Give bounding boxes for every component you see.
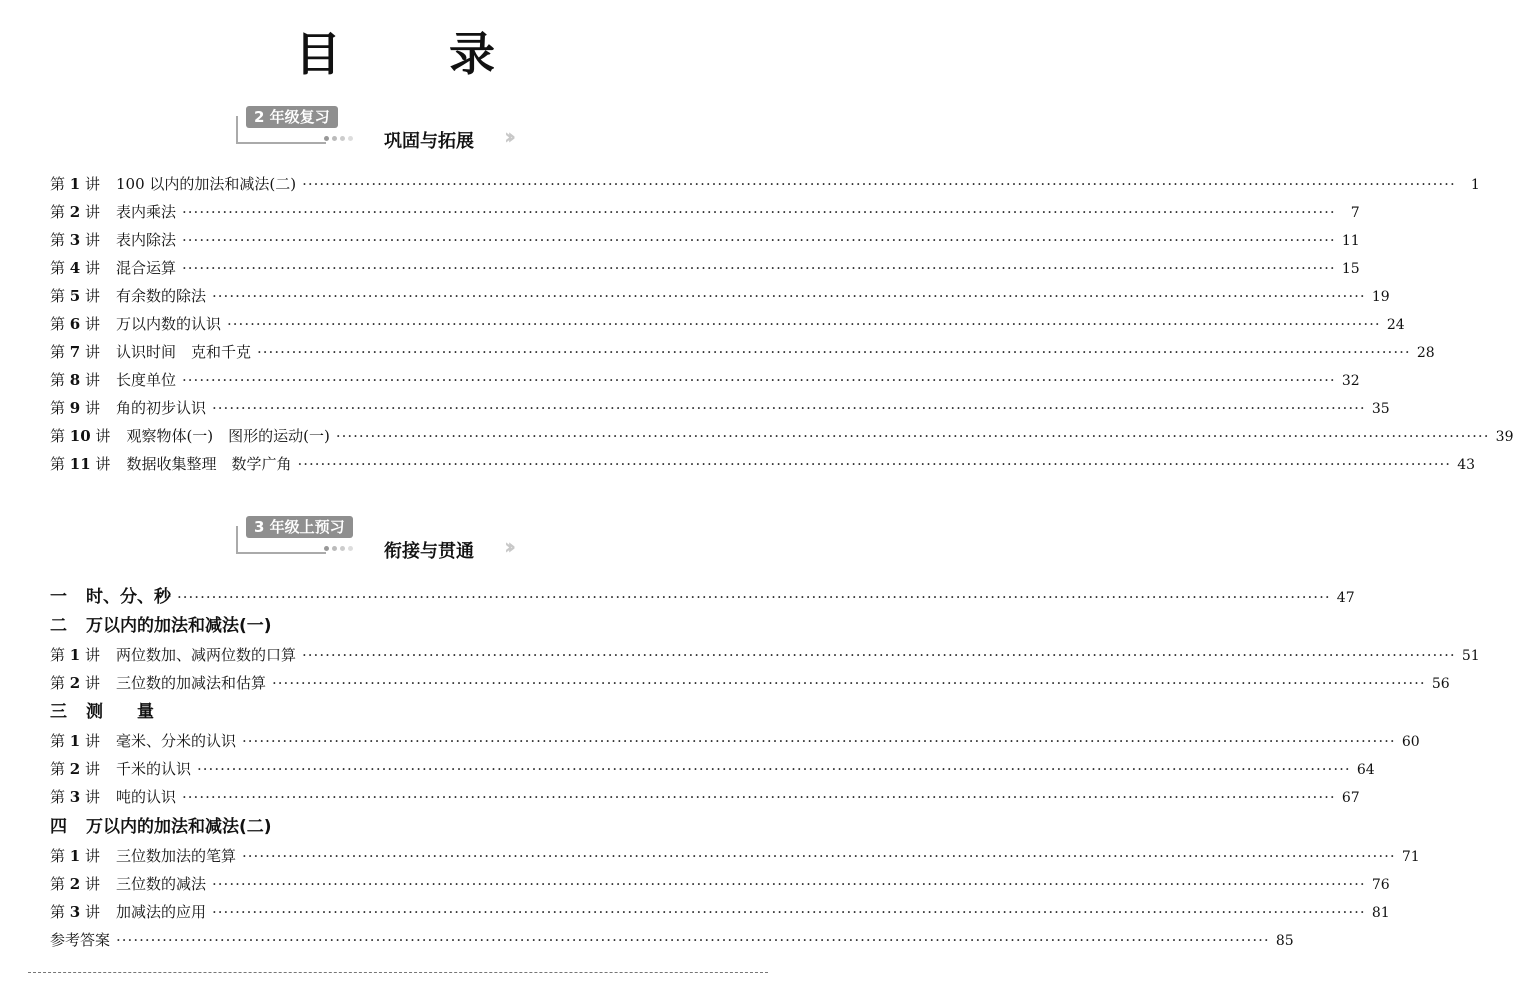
lecture-number: 第 9 讲 — [50, 399, 100, 417]
lecture-title: 有余数的除法 — [116, 287, 207, 305]
dot-leader: ········································································································································································································ — [335, 427, 1490, 445]
lecture-title: 两位数加、减两位数的口算 — [116, 646, 297, 664]
dot-leader: ········································································································································································································ — [182, 371, 1336, 389]
lecture-number: 第 1 讲 — [50, 646, 100, 664]
lecture-number: 第 1 讲 — [50, 847, 100, 865]
lecture-title: 100 以内的加法和减法(二) — [116, 175, 297, 193]
entry-title — [50, 340, 251, 364]
dot-leader: ········································································································································································································ — [242, 847, 1396, 865]
page-number: 60 — [1401, 734, 1420, 750]
page-number: 71 — [1401, 849, 1420, 865]
lecture-title: 混合运算 — [116, 259, 177, 277]
section-header — [230, 106, 550, 162]
dot-leader: ········································································································································································································ — [272, 674, 1426, 692]
chapter-number: 三 — [50, 702, 67, 722]
chapter-title: 万以内的加法和减法(二) — [86, 817, 272, 837]
page-number: 35 — [1371, 401, 1390, 417]
toc-entry[interactable] — [50, 785, 1360, 809]
lecture-title: 三位数的减法 — [116, 875, 207, 893]
entry-title — [50, 585, 171, 609]
lecture-title: 角的初步认识 — [116, 399, 207, 417]
page-number: 15 — [1341, 261, 1360, 277]
toc-entry[interactable] — [50, 452, 1476, 476]
dot-leader: ········································································································································································································ — [302, 646, 1456, 664]
dot-leader: ········································································································································································································ — [182, 231, 1336, 249]
entry-title — [50, 256, 176, 280]
dots-decoration — [324, 546, 356, 554]
lecture-title: 吨的认识 — [116, 788, 177, 806]
lecture-title: 认识时间 克和千克 — [116, 343, 252, 361]
lecture-title: 万以内数的认识 — [116, 315, 222, 333]
lecture-number: 第 7 讲 — [50, 343, 100, 361]
toc-entry[interactable] — [50, 928, 1294, 952]
dot-leader: ········································································································································································································ — [212, 399, 1366, 417]
dot-leader: ········································································································································································································ — [212, 287, 1366, 305]
page-number: 19 — [1371, 289, 1390, 305]
lecture-index: 1 — [69, 847, 81, 865]
section-subtitle: 衔接与贯通 — [384, 541, 474, 562]
dot-leader: ········································································································································································································ — [302, 175, 1456, 193]
lecture-number: 第 3 讲 — [50, 788, 100, 806]
chapter-title: 时、分、秒 — [86, 587, 171, 607]
toc-entry[interactable] — [50, 671, 1450, 695]
entry-title — [50, 200, 176, 224]
chapter-title: 万以内的加法和减法(一) — [86, 616, 272, 636]
lecture-index: 11 — [69, 455, 91, 473]
dot-leader: ········································································································································································································ — [177, 588, 1331, 606]
dot-leader: ········································································································································································································ — [257, 343, 1411, 361]
entry-title — [50, 424, 330, 448]
toc-entry[interactable] — [50, 729, 1420, 753]
entry-title — [50, 228, 176, 252]
lecture-index: 2 — [69, 674, 81, 692]
section-header — [230, 516, 550, 572]
chapter-number: 四 — [50, 817, 67, 837]
toc-entry[interactable] — [50, 312, 1405, 336]
lecture-title: 长度单位 — [116, 371, 177, 389]
entry-title — [50, 614, 272, 638]
dots-decoration — [324, 136, 356, 144]
toc-entry[interactable] — [50, 872, 1390, 896]
lecture-title: 三位数加法的笔算 — [116, 847, 237, 865]
entry-title — [50, 368, 176, 392]
dot-leader: ········································································································································································································ — [182, 259, 1336, 277]
lecture-index: 7 — [69, 343, 81, 361]
toc-entry[interactable] — [50, 368, 1360, 392]
page-number: 85 — [1275, 933, 1294, 949]
entry-title — [50, 700, 154, 724]
lecture-number: 第 1 讲 — [50, 175, 100, 193]
lecture-index: 2 — [69, 875, 81, 893]
entry-title — [50, 900, 206, 924]
lecture-index: 2 — [69, 760, 81, 778]
entry-title — [50, 671, 266, 695]
dot-leader: ········································································································································································································ — [182, 788, 1336, 806]
dot-leader: ········································································································································································································ — [227, 315, 1381, 333]
toc-entry[interactable] — [50, 900, 1390, 924]
section-subtitle: 巩固与拓展 — [384, 131, 474, 152]
entry-title — [50, 452, 291, 476]
grade-badge: 3 年级上预习 — [246, 516, 353, 538]
entry-title — [50, 396, 206, 420]
page-title: 目 录 — [294, 27, 541, 81]
page-number: 43 — [1457, 457, 1476, 473]
lecture-index: 1 — [69, 646, 81, 664]
lecture-number: 第 1 讲 — [50, 732, 100, 750]
double-chevron-icon: ›› — [504, 125, 511, 150]
lecture-index: 9 — [69, 399, 81, 417]
lecture-number: 第 3 讲 — [50, 903, 100, 921]
entry-title — [50, 172, 296, 196]
entry-title — [50, 729, 236, 753]
dot-leader: ········································································································································································································ — [182, 203, 1336, 221]
lecture-title: 表内除法 — [116, 231, 177, 249]
toc-entry[interactable] — [50, 643, 1480, 667]
page-number: 56 — [1431, 676, 1450, 692]
chapter-number: 一 — [50, 587, 67, 607]
page-number: 39 — [1495, 429, 1513, 445]
entry-title — [50, 844, 236, 868]
page-number: 67 — [1341, 790, 1360, 806]
dot-leader: ········································································································································································································ — [197, 760, 1351, 778]
toc-entry[interactable] — [50, 757, 1375, 781]
dot-leader: ········································································································································································································ — [297, 455, 1452, 473]
page-number: 1 — [1470, 177, 1480, 193]
toc-entry[interactable] — [50, 228, 1360, 252]
page-number: 11 — [1341, 233, 1360, 249]
lecture-number: 第 2 讲 — [50, 674, 100, 692]
dot-leader: ········································································································································································································ — [212, 875, 1366, 893]
page-number: 64 — [1356, 762, 1375, 778]
toc-entry[interactable] — [50, 172, 1480, 196]
lecture-number: 第 2 讲 — [50, 875, 100, 893]
entry-title — [50, 872, 206, 896]
page-number: 76 — [1371, 877, 1390, 893]
lecture-index: 8 — [69, 371, 81, 389]
lecture-index: 5 — [69, 287, 81, 305]
chapter-heading[interactable] — [50, 585, 1355, 609]
lecture-index: 6 — [69, 315, 81, 333]
lecture-index: 2 — [69, 203, 81, 221]
chapter-heading[interactable] — [50, 815, 715, 839]
toc-entry[interactable] — [50, 284, 1390, 308]
page-number: 47 — [1336, 590, 1355, 606]
lecture-index: 4 — [69, 259, 81, 277]
toc-entry[interactable] — [50, 424, 1513, 448]
page-number: 24 — [1386, 317, 1405, 333]
entry-title — [50, 312, 221, 336]
toc-entry[interactable] — [50, 844, 1420, 868]
dot-leader: ········································································································································································································ — [116, 931, 1270, 949]
lecture-number: 第 11 讲 — [50, 455, 111, 473]
page-number: 32 — [1341, 373, 1360, 389]
lecture-title: 三位数的加减法和估算 — [116, 674, 267, 692]
lecture-index: 1 — [69, 732, 81, 750]
lecture-number: 第 4 讲 — [50, 259, 100, 277]
lecture-index: 1 — [69, 175, 81, 193]
chapter-number: 二 — [50, 616, 67, 636]
lecture-number: 第 10 讲 — [50, 427, 111, 445]
lecture-number: 第 2 讲 — [50, 760, 100, 778]
grade-badge: 2 年级复习 — [246, 106, 338, 128]
lecture-number: 第 8 讲 — [50, 371, 100, 389]
toc-entry[interactable] — [50, 340, 1435, 364]
lecture-title: 加减法的应用 — [116, 903, 207, 921]
bottom-dashed-rule — [28, 972, 768, 973]
lecture-number: 第 5 讲 — [50, 287, 100, 305]
entry-title: 参考答案 — [50, 931, 111, 949]
entry-title — [50, 643, 296, 667]
entry-title — [50, 815, 272, 839]
page-number: 81 — [1371, 905, 1390, 921]
page-number: 7 — [1350, 205, 1360, 221]
toc-entry[interactable] — [50, 200, 1360, 224]
lecture-title: 表内乘法 — [116, 203, 177, 221]
chapter-title: 测 量 — [86, 702, 154, 722]
lecture-number: 第 3 讲 — [50, 231, 100, 249]
lecture-number: 第 6 讲 — [50, 315, 100, 333]
entry-title — [50, 284, 206, 308]
toc-entry[interactable] — [50, 396, 1390, 420]
entry-title — [50, 785, 176, 809]
lecture-title: 观察物体(一) 图形的运动(一) — [126, 427, 330, 445]
toc-entry[interactable] — [50, 256, 1360, 280]
lecture-index: 3 — [69, 788, 81, 806]
lecture-title: 数据收集整理 数学广角 — [126, 455, 292, 473]
entry-title — [50, 757, 191, 781]
lecture-number: 第 2 讲 — [50, 203, 100, 221]
lecture-index: 3 — [69, 903, 81, 921]
dot-leader: ········································································································································································································ — [212, 903, 1366, 921]
lecture-index: 10 — [69, 427, 91, 445]
page-number: 28 — [1416, 345, 1435, 361]
double-chevron-icon: ›› — [504, 535, 511, 560]
lecture-title: 千米的认识 — [116, 760, 192, 778]
chapter-heading[interactable] — [50, 700, 715, 724]
chapter-heading[interactable] — [50, 614, 715, 638]
lecture-title: 毫米、分米的认识 — [116, 732, 237, 750]
page-number: 51 — [1461, 648, 1480, 664]
dot-leader: ········································································································································································································ — [242, 732, 1396, 750]
lecture-index: 3 — [69, 231, 81, 249]
